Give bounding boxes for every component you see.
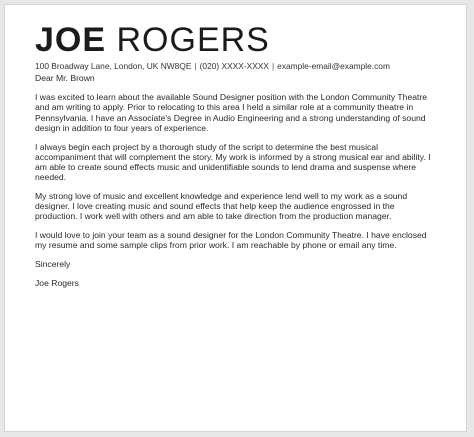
sender-email: example-email@example.com (277, 61, 390, 71)
letter-page (4, 4, 467, 432)
sender-phone: (020) XXXX-XXXX (199, 61, 269, 71)
paragraph-closing: I would love to join your team as a sound designer for the London Community Theatre. I have enclosed my resume and some sample clips from prior work. I am reachable by phone or email any time. (35, 230, 427, 251)
letter-body (35, 73, 435, 297)
letterhead (35, 23, 455, 72)
paragraph-intro: I was excited to learn about the available Sound Designer position with the London Community Theatre and am writing to apply. Prior to relocating to this area I held a similar role at a community theatre in Pennsylvania. I have an Associate's Degree in Audio Engineering and a strong understanding of sound design in addition to four years of experience. (35, 92, 428, 133)
contact-separator: | (271, 61, 275, 71)
sender-last-name: ROGERS (116, 21, 270, 59)
sender-address: 100 Broadway Lane, London, UK NW8QE (35, 61, 192, 71)
contact-separator: | (194, 61, 197, 71)
contact-line (35, 60, 455, 72)
closing: Sincerely (35, 259, 71, 270)
sender-first-name: JOE (35, 21, 107, 59)
paragraph-process: I always begin each project by a thorough study of the script to determine the best musical accompaniment that will complement the story. My work is informed by a strong musical ear and ability. I am able to create sound effects music and unidentifiable sounds to lend drama and suspense where needed. (35, 141, 431, 183)
salutation: Dear Mr. Brown (35, 73, 95, 83)
paragraph-skills: My strong love of music and excellent knowledge and experience lend well to my work as a sound designer. I love creating music and sound effects that help keep the audience engrossed in the production. I work well with others and am able to take direction from the production manager. (35, 191, 408, 222)
signature-name: Joe Rogers (35, 278, 79, 289)
sender-name (35, 23, 455, 57)
